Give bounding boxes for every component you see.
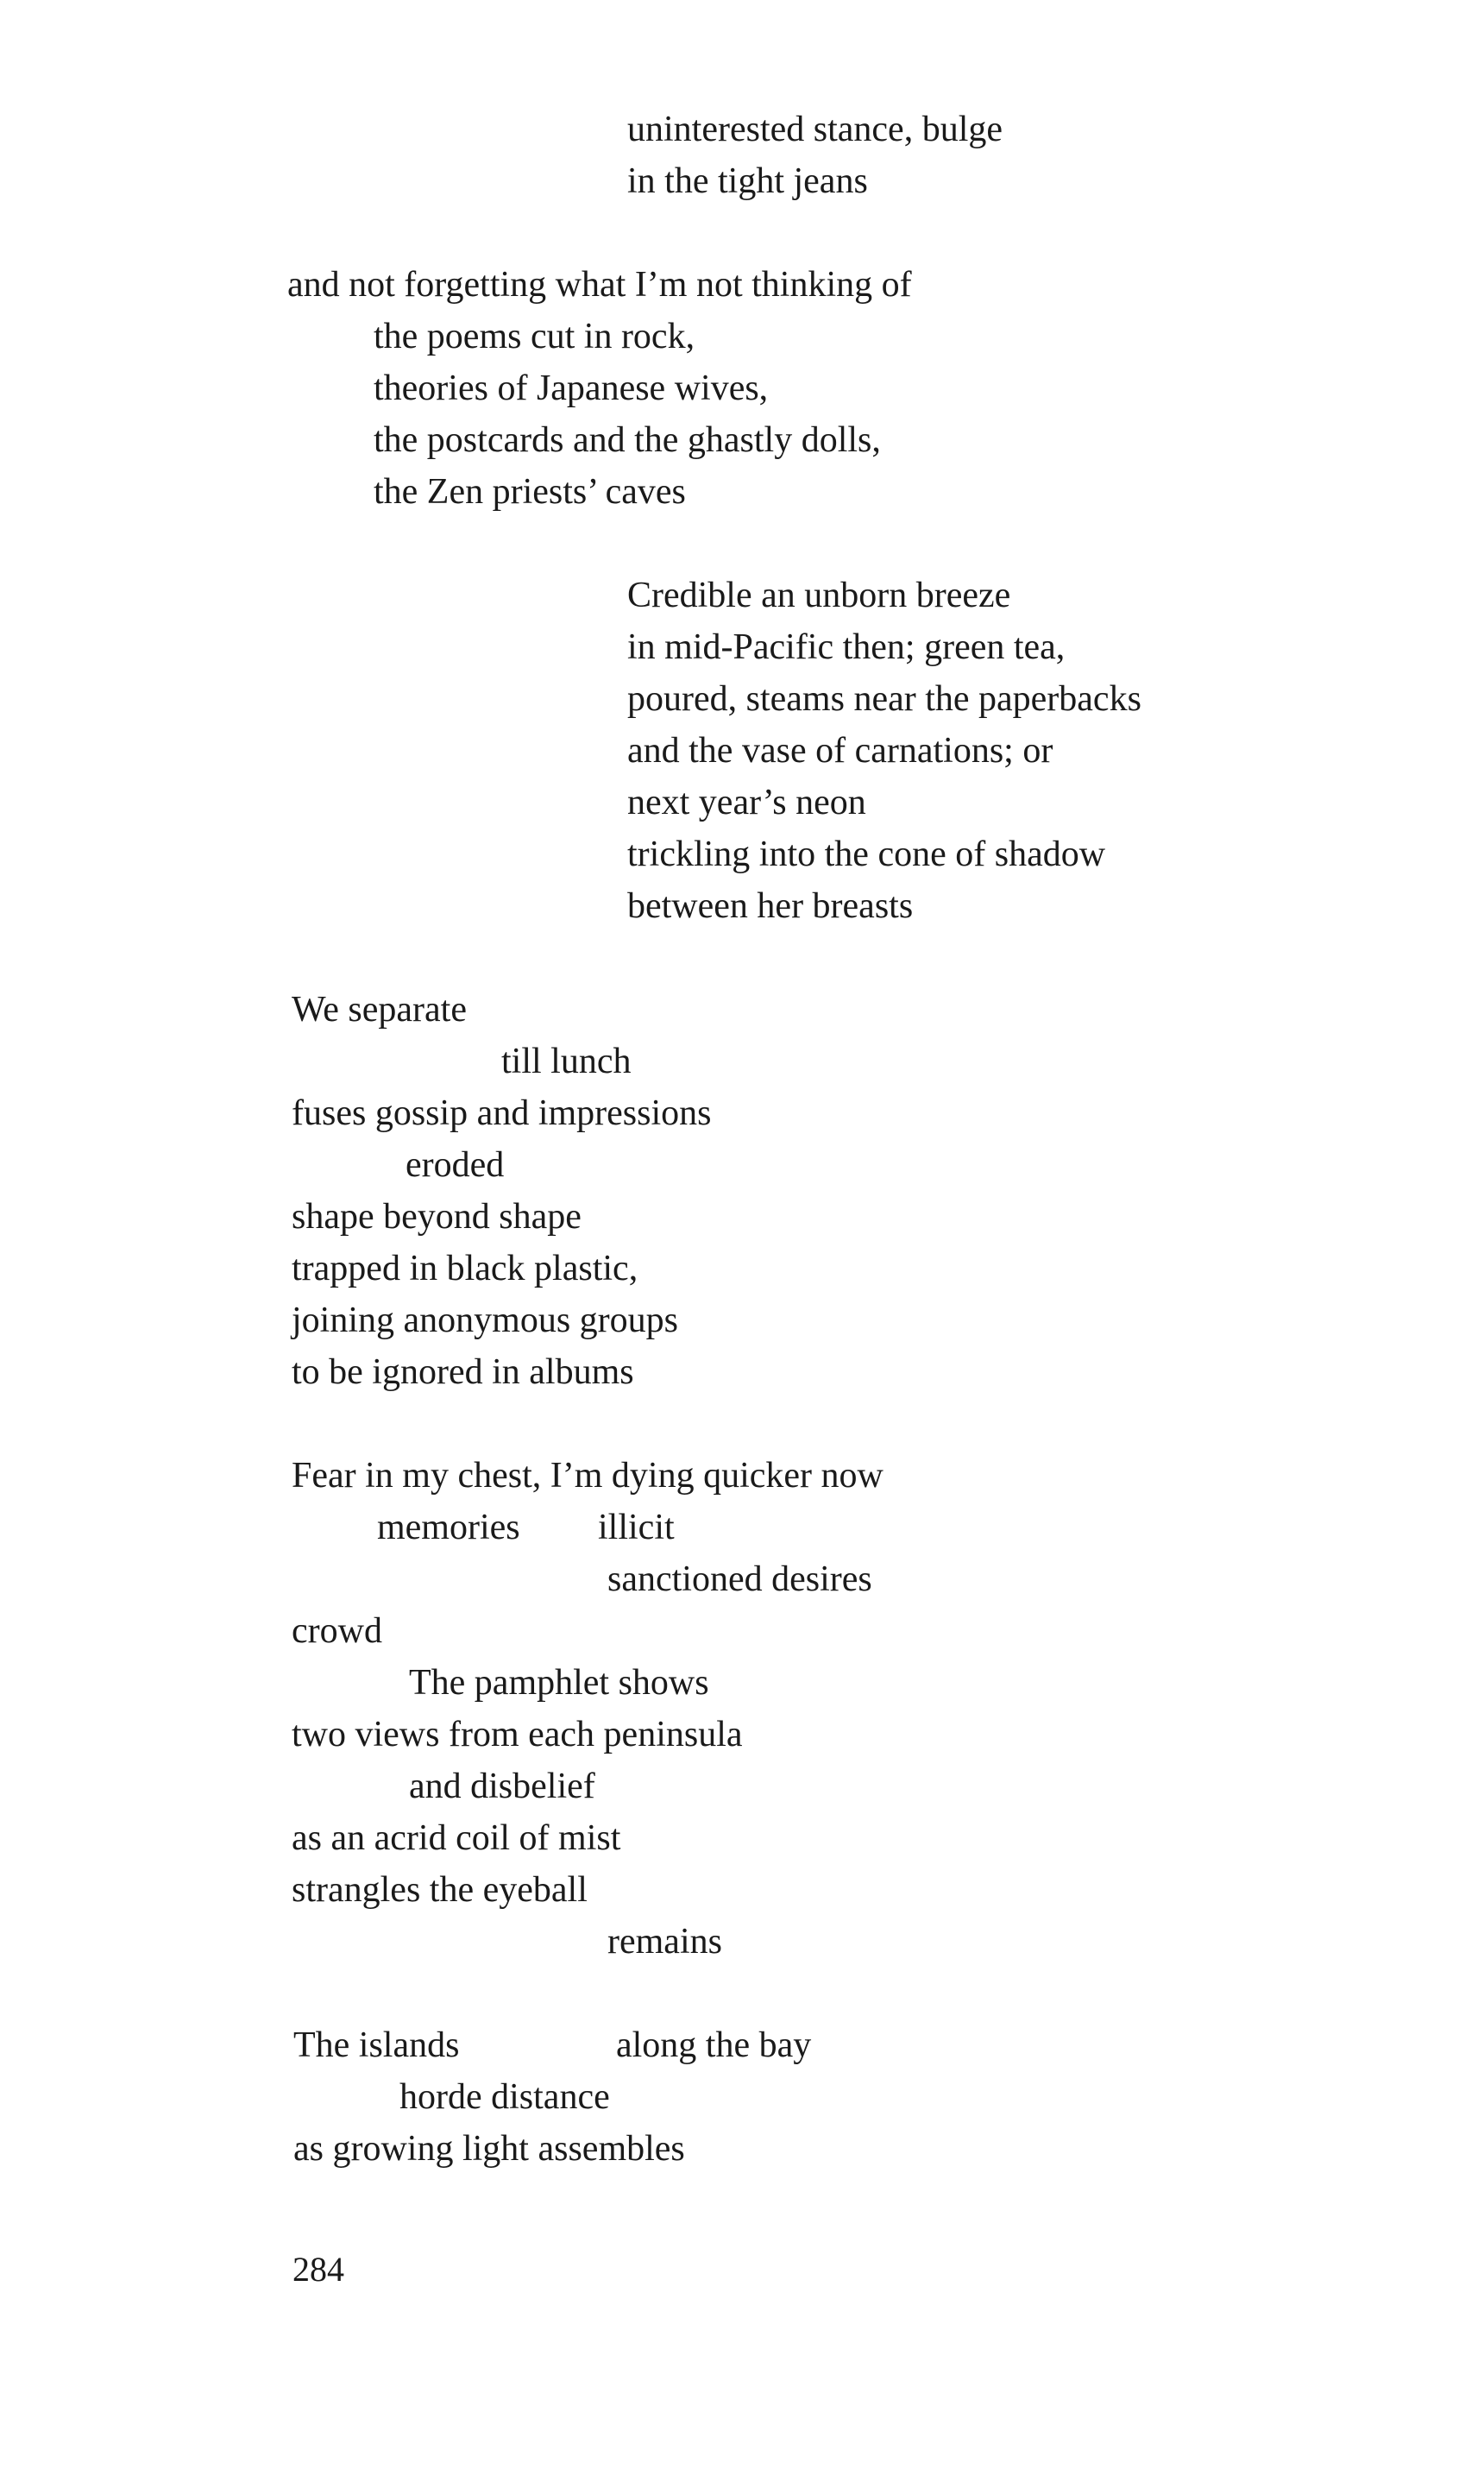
poem-line: strangles the eyeball: [292, 1870, 588, 1910]
poem-line: between her breasts: [627, 886, 914, 926]
poem-line: to be ignored in albums: [292, 1352, 634, 1392]
poem-line: the postcards and the ghastly dolls,: [374, 420, 881, 460]
poem-line: and disbelief: [409, 1767, 595, 1806]
poem-line: theories of Japanese wives,: [374, 368, 769, 408]
poem-line: the poems cut in rock,: [374, 317, 695, 356]
poem-line: and not forgetting what I’m not thinking of: [287, 265, 912, 305]
poem-line: joining anonymous groups: [292, 1301, 678, 1340]
poem-line: eroded: [406, 1145, 505, 1185]
poem-line: till lunch: [501, 1042, 632, 1081]
poem-line: the Zen priests’ caves: [374, 472, 686, 512]
poem-line: crowd: [292, 1611, 382, 1651]
poem-line: We separate: [292, 990, 467, 1030]
poem-line: The pamphlet shows: [409, 1663, 709, 1703]
poem-line: remains: [607, 1922, 722, 1962]
poem-line: trapped in black plastic,: [292, 1249, 638, 1288]
page-number: 284: [292, 2250, 344, 2289]
poem-line: poured, steams near the paperbacks: [627, 679, 1141, 719]
poem-line: sanctioned desires: [607, 1559, 872, 1599]
poem-line: in the tight jeans: [627, 161, 868, 201]
poem-line: along the bay: [616, 2025, 812, 2065]
poem-line: Fear in my chest, I’m dying quicker now: [292, 1456, 883, 1496]
poem-line: in mid-Pacific then; green tea,: [627, 627, 1066, 667]
poem-line: Credible an unborn breeze: [627, 576, 1011, 615]
poem-line: illicit: [598, 1508, 675, 1547]
poem-line: memories: [377, 1508, 520, 1547]
poem-line: and the vase of carnations; or: [627, 731, 1053, 771]
poem-line: The islands: [293, 2025, 460, 2065]
poem-line: as an acrid coil of mist: [292, 1818, 621, 1858]
poem-line: uninterested stance, bulge: [627, 110, 1003, 149]
poem-line: two views from each peninsula: [292, 1715, 743, 1754]
poem-line: shape beyond shape: [292, 1197, 582, 1237]
poem-line: trickling into the cone of shadow: [627, 835, 1106, 874]
poem-line: horde distance: [399, 2077, 610, 2117]
poem-line: as growing light assembles: [293, 2129, 685, 2169]
poem-line: next year’s neon: [627, 783, 866, 822]
poem-line: fuses gossip and impressions: [292, 1093, 712, 1133]
